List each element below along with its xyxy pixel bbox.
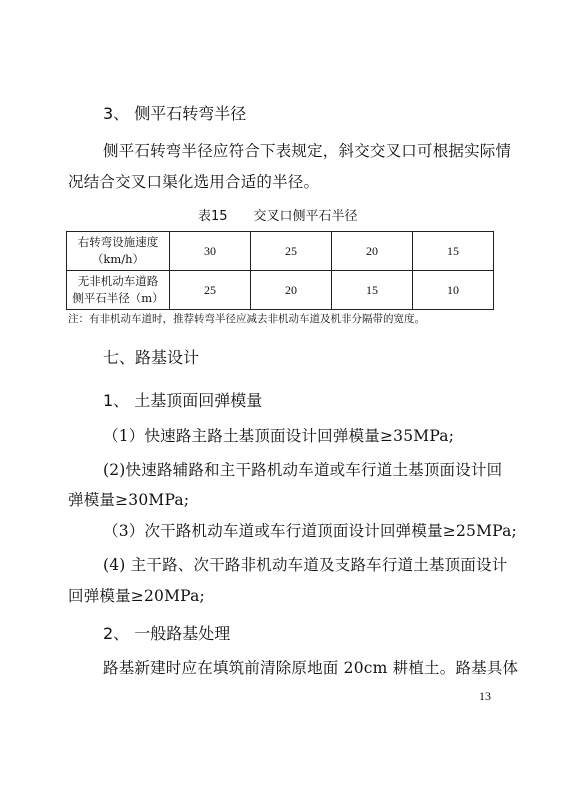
radius-table xyxy=(66,231,494,310)
paragraph-line: 况结合交叉口渠化选用合适的半径。 xyxy=(68,173,320,191)
row-header-cell xyxy=(67,232,170,271)
list-item-continuation: 弹模量≥30MPa; xyxy=(68,491,190,509)
table-cell: 15 xyxy=(332,271,413,310)
list-item: (4) 主干路、次干路非机动车道及支路车行道土基顶面设计 xyxy=(103,556,508,574)
section-heading-2: 2、 一般路基处理 xyxy=(103,624,231,643)
page-number: 13 xyxy=(479,689,491,703)
paragraph-line: 侧平石转弯半径应符合下表规定，斜交交叉口可根据实际情 xyxy=(103,142,512,160)
row-header-cell xyxy=(67,271,170,310)
table-cell: 30 xyxy=(170,232,251,271)
chapter-heading: 七、路基设计 xyxy=(103,348,200,367)
table-cell: 15 xyxy=(413,232,494,271)
row-header-line: 无非机动车道路 xyxy=(77,274,159,288)
table-row xyxy=(67,271,494,310)
table-row xyxy=(67,232,494,271)
row-header-line: （km/h） xyxy=(91,252,145,266)
table-cell: 20 xyxy=(332,232,413,271)
table-caption: 表15 交叉口侧平石半径 xyxy=(198,209,358,224)
list-item: （1）快速路主路土基顶面设计回弹模量≥35MPa; xyxy=(103,427,455,445)
table-cell: 25 xyxy=(251,232,332,271)
row-header-line: 侧平石半径（m） xyxy=(72,291,164,305)
table-note: 注：有非机动车道时，推荐转弯半径应减去非机动车道及机非分隔带的宽度。 xyxy=(68,313,425,325)
table-cell: 25 xyxy=(170,271,251,310)
table-cell: 10 xyxy=(413,271,494,310)
paragraph-line: 路基新建时应在填筑前清除原地面 20cm 耕植土。路基具体 xyxy=(103,659,519,677)
table-cell: 20 xyxy=(251,271,332,310)
section-heading-1: 1、 土基顶面回弹模量 xyxy=(103,391,263,410)
list-item: (2)快速路辅路和主干路机动车道或车行道土基顶面设计回 xyxy=(103,461,503,479)
row-header-line: 右转弯设施速度 xyxy=(77,235,159,249)
section-heading-3: 3、 侧平石转弯半径 xyxy=(103,104,247,123)
list-item: （3）次干路机动车道或车行道顶面设计回弹模量≥25MPa; xyxy=(103,522,517,540)
list-item-continuation: 回弹模量≥20MPa; xyxy=(68,587,205,605)
